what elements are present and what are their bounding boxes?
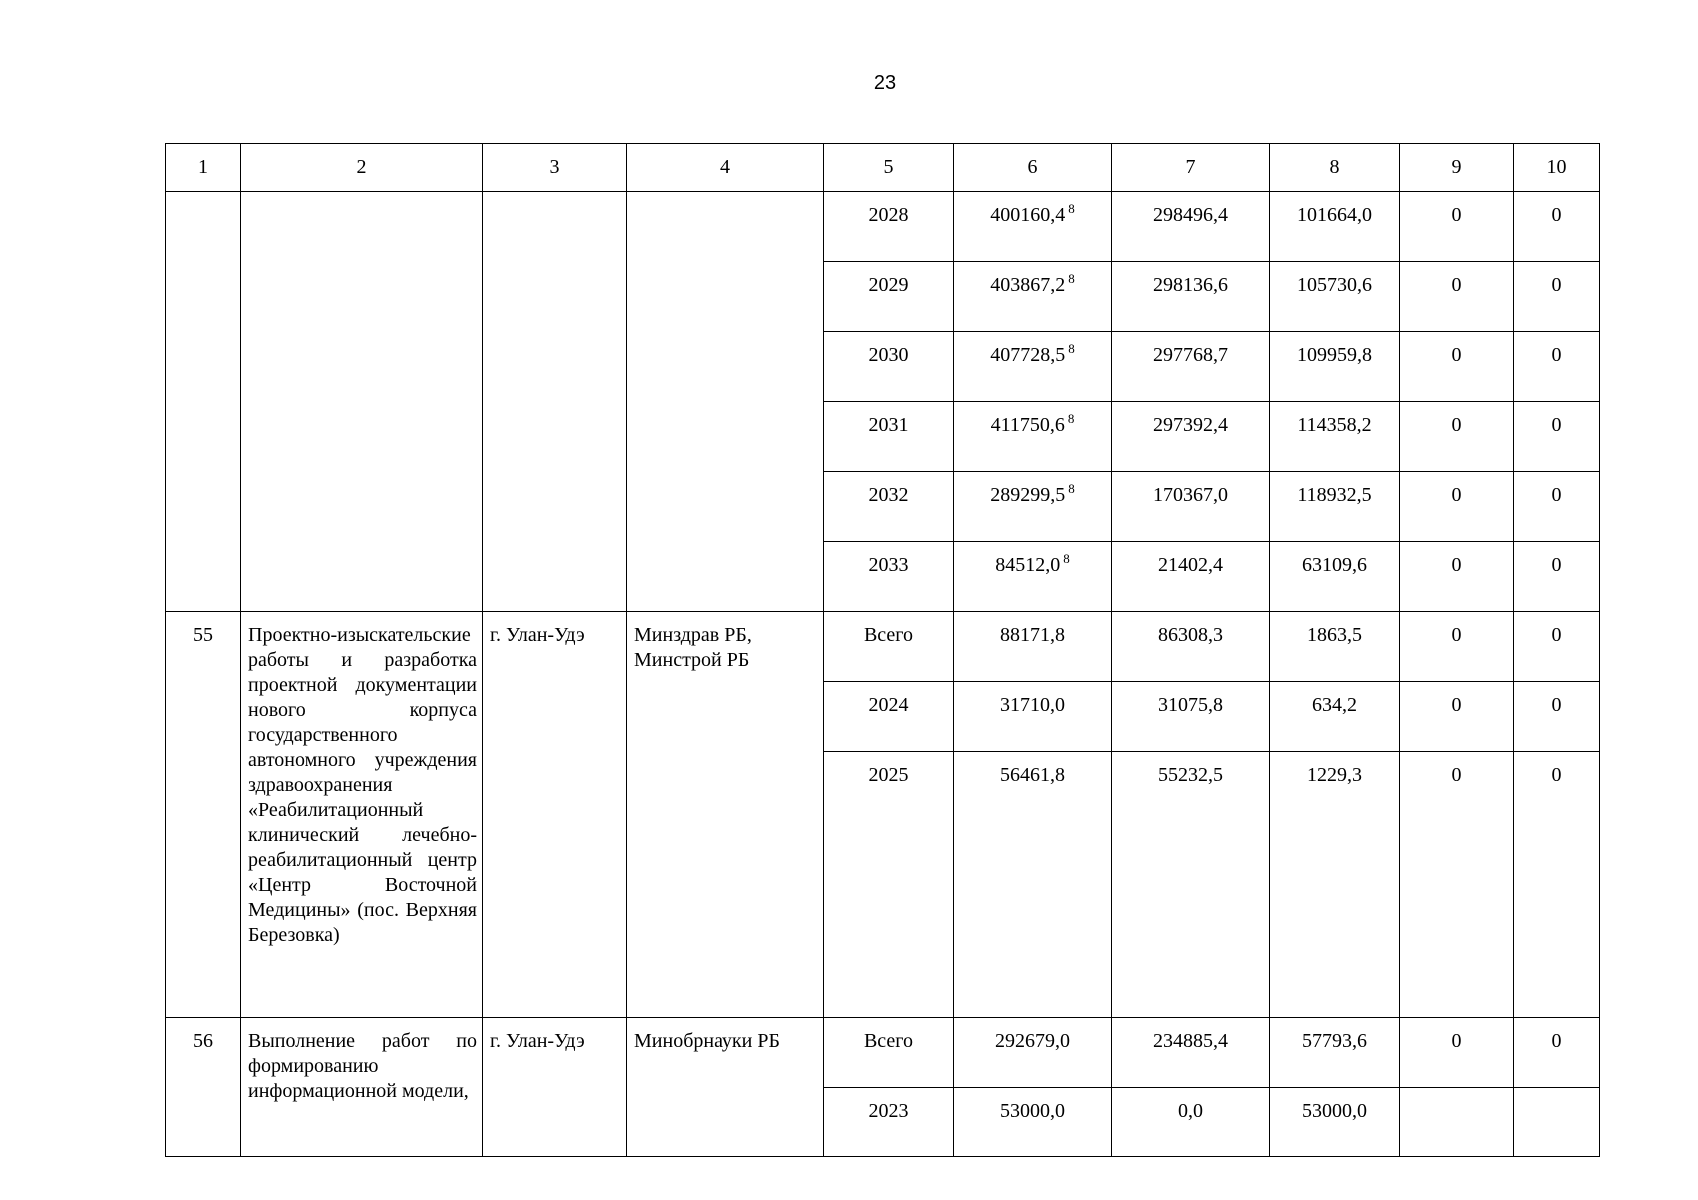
item-name: Проектно-изыскательские работы и разработка проектной документации нового корпуса государственного автономного учреждения здравоохранения «Реабилитационный клинический лечебно-реабилитационный центр «Центр Восточной Медицины» (пос. Верхняя Березовка) bbox=[241, 612, 483, 1018]
table-cell bbox=[241, 192, 483, 612]
item-name: Выполнение работ по формированию информационной модели, bbox=[241, 1018, 483, 1157]
table-cell bbox=[1400, 1088, 1514, 1157]
item-org: Минобрнауки РБ bbox=[627, 1018, 824, 1157]
year-cell: Всего bbox=[824, 612, 954, 682]
table-cell: 0 bbox=[1514, 192, 1600, 262]
header-cell: 5 bbox=[824, 144, 954, 192]
header-cell: 1 bbox=[166, 144, 241, 192]
header-row bbox=[166, 144, 1600, 192]
total-cell: 411750,6 $^8$ bbox=[954, 402, 1112, 472]
table-cell: 86308,3 bbox=[1112, 612, 1270, 682]
table-cell: 0,0 bbox=[1112, 1088, 1270, 1157]
total-cell: 400160,4 $^8$ bbox=[954, 192, 1112, 262]
total-cell: 53000,0 bbox=[954, 1088, 1112, 1157]
page-number: 23 bbox=[873, 72, 897, 94]
year-cell: Всего bbox=[824, 1018, 954, 1088]
table-cell: 53000,0 bbox=[1270, 1088, 1400, 1157]
table-cell: 109959,8 bbox=[1270, 332, 1400, 402]
item-place: г. Улан-Удэ bbox=[483, 1018, 627, 1157]
table-cell: 63109,6 bbox=[1270, 542, 1400, 612]
table-cell: 0 bbox=[1514, 612, 1600, 682]
header-cell: 8 bbox=[1270, 144, 1400, 192]
table-cell bbox=[166, 192, 241, 612]
table-cell: 0 bbox=[1400, 682, 1514, 752]
budget-table bbox=[165, 143, 1600, 1157]
table-cell: 0 bbox=[1514, 542, 1600, 612]
table-row bbox=[166, 192, 1600, 262]
table-cell: 1229,3 bbox=[1270, 752, 1400, 1018]
footnote-mark: 8 bbox=[1068, 271, 1075, 287]
table-cell: 0 bbox=[1400, 612, 1514, 682]
header-cell: 7 bbox=[1112, 144, 1270, 192]
footnote-mark: 8 bbox=[1063, 551, 1070, 567]
table-cell: 0 bbox=[1400, 402, 1514, 472]
table-cell: 0 bbox=[1400, 752, 1514, 1018]
table-row bbox=[166, 1018, 1600, 1088]
table-cell: 0 bbox=[1400, 192, 1514, 262]
item-org: Минздрав РБ, Минстрой РБ bbox=[627, 612, 824, 1018]
table-cell bbox=[627, 192, 824, 612]
table-cell: 298136,6 bbox=[1112, 262, 1270, 332]
table-cell: 0 bbox=[1514, 682, 1600, 752]
table-cell: 298496,4 bbox=[1112, 192, 1270, 262]
year-cell: 2025 bbox=[824, 752, 954, 1018]
table-cell: 634,2 bbox=[1270, 682, 1400, 752]
footnote-mark: 8 bbox=[1068, 341, 1075, 357]
table-cell: 55232,5 bbox=[1112, 752, 1270, 1018]
table-cell: 0 bbox=[1400, 262, 1514, 332]
table-cell: 0 bbox=[1514, 402, 1600, 472]
table-cell: 234885,4 bbox=[1112, 1018, 1270, 1088]
total-cell: 403867,2 $^8$ bbox=[954, 262, 1112, 332]
table-cell: 118932,5 bbox=[1270, 472, 1400, 542]
total-cell: 289299,5 $^8$ bbox=[954, 472, 1112, 542]
total-cell: 56461,8 bbox=[954, 752, 1112, 1018]
table-row bbox=[166, 612, 1600, 682]
year-cell: 2033 bbox=[824, 542, 954, 612]
item-place: г. Улан-Удэ bbox=[483, 612, 627, 1018]
year-cell: 2031 bbox=[824, 402, 954, 472]
footnote-mark: 8 bbox=[1067, 411, 1075, 427]
total-cell: 31710,0 bbox=[954, 682, 1112, 752]
table-cell: 0 bbox=[1514, 472, 1600, 542]
year-cell: 2024 bbox=[824, 682, 954, 752]
table-cell: 31075,8 bbox=[1112, 682, 1270, 752]
table-cell: 0 bbox=[1514, 262, 1600, 332]
table-cell: 0 bbox=[1514, 332, 1600, 402]
table-cell: 101664,0 bbox=[1270, 192, 1400, 262]
header-cell: 10 bbox=[1514, 144, 1600, 192]
table-cell: 297392,4 bbox=[1112, 402, 1270, 472]
table-cell: 0 bbox=[1400, 542, 1514, 612]
table-cell: 21402,4 bbox=[1112, 542, 1270, 612]
footnote-mark: 8 bbox=[1068, 481, 1075, 497]
item-number: 56 bbox=[166, 1018, 241, 1157]
table-cell bbox=[483, 192, 627, 612]
table-cell: 105730,6 bbox=[1270, 262, 1400, 332]
total-cell: 292679,0 bbox=[954, 1018, 1112, 1088]
year-cell: 2023 bbox=[824, 1088, 954, 1157]
item-number: 55 bbox=[166, 612, 241, 1018]
table-cell: 297768,7 bbox=[1112, 332, 1270, 402]
header-cell: 6 bbox=[954, 144, 1112, 192]
year-cell: 2032 bbox=[824, 472, 954, 542]
year-cell: 2028 bbox=[824, 192, 954, 262]
year-cell: 2030 bbox=[824, 332, 954, 402]
table-cell: 57793,6 bbox=[1270, 1018, 1400, 1088]
table-cell: 114358,2 bbox=[1270, 402, 1400, 472]
table-cell: 1863,5 bbox=[1270, 612, 1400, 682]
header-cell: 2 bbox=[241, 144, 483, 192]
total-cell: 407728,5 $^8$ bbox=[954, 332, 1112, 402]
table-cell: 0 bbox=[1514, 1018, 1600, 1088]
footnote-mark: 8 bbox=[1068, 201, 1075, 217]
table-cell: 0 bbox=[1514, 752, 1600, 1018]
total-cell: 88171,8 bbox=[954, 612, 1112, 682]
header-cell: 4 bbox=[627, 144, 824, 192]
year-cell: 2029 bbox=[824, 262, 954, 332]
header-cell: 3 bbox=[483, 144, 627, 192]
total-cell: 84512,0 $^8$ bbox=[954, 542, 1112, 612]
table-cell: 0 bbox=[1400, 332, 1514, 402]
table-cell: 170367,0 bbox=[1112, 472, 1270, 542]
table-cell: 0 bbox=[1400, 1018, 1514, 1088]
table-cell: 0 bbox=[1400, 472, 1514, 542]
table-cell bbox=[1514, 1088, 1600, 1157]
header-cell: 9 bbox=[1400, 144, 1514, 192]
